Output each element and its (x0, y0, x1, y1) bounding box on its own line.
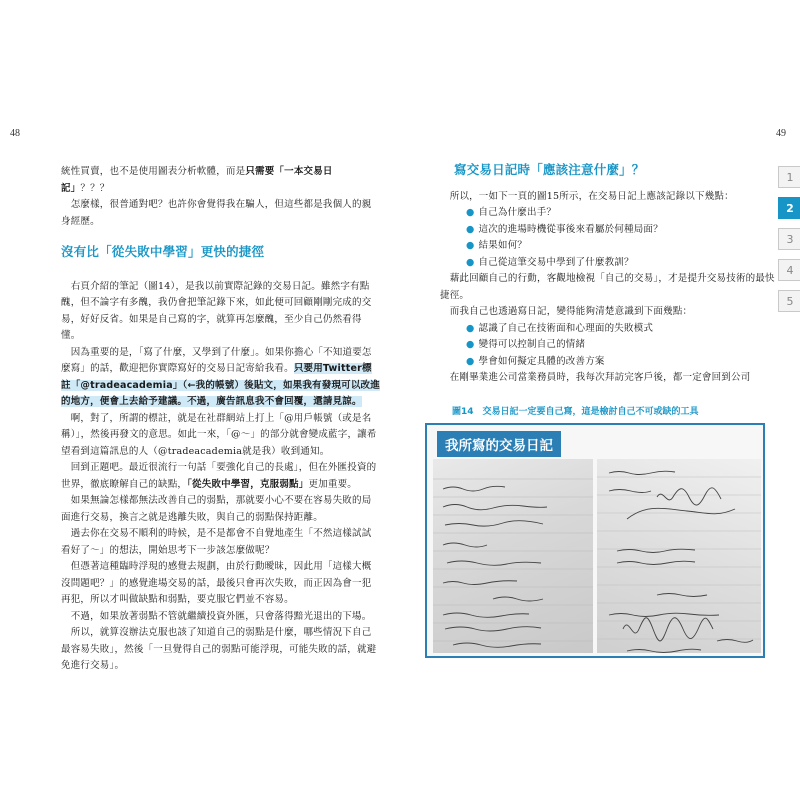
journal-photo-left (433, 459, 593, 653)
right-page-number: 49 (776, 128, 786, 139)
right-intro: 所以，一如下一頁的圖15所示，在交易日記上應該記錄以下幾點： (440, 190, 734, 202)
left-para-1: 右頁介紹的筆記（圖14），是我以前實際記錄的交易日記。雖然字有點醜，但不論字有多醜，我仍會把筆記錄下來，如此便可回顧剛剛完成的交易，好好反省。如果是自己寫的字，就算再怎麼醜，至少自己仍然看得懂。 (61, 280, 372, 341)
list-item: ● 變得可以控制自己的情緒 (466, 339, 586, 350)
list-item: ● 自己從這筆交易中學到了什麼教訓？ (466, 256, 634, 268)
chapter-tab-1[interactable]: 1 (778, 166, 800, 188)
list-item: ● 這次的進場時機從事後來看屬於何種局面？ (466, 223, 663, 235)
left-para-7: 但憑著這種臨時浮現的感覺去規劃，由於行動曖昧，因此用「這樣大概沒問題吧？」的感覺進場交易的話，最後只會再次失敗，而正因為會一犯再犯，所以才叫做缺點和弱點，要克服它們並不容易。 (61, 561, 372, 605)
right-column (440, 162, 778, 387)
left-page-number: 48 (10, 128, 20, 139)
left-intro-line-2: 怎麼樣，很普通對吧？也許你會覺得我在騙人，但這些都是我個人的親身經歷。 (61, 199, 372, 227)
right-section-heading: 寫交易日記時「應該注意什麼」？ (454, 162, 645, 177)
figure-caption: 圖14 交易日記一定要自己寫，這是檢討自己不可或缺的工具 (452, 407, 699, 417)
left-para-3: 啊，對了，所謂的標註，就是在社群網站上打上「@用戶帳號（或是名稱）」，然後再發文的意思。如此一來，「@～」的部分就會變成藍字，讓希望看到這篇訊息的人（@tradeacademia就是我）收到通知。 (61, 412, 377, 457)
left-column (61, 164, 381, 675)
chapter-tab-2[interactable]: 2 (778, 197, 800, 219)
right-middle-2: 而我自己也透過寫日記，變得能夠清楚意識到下面幾點： (440, 306, 693, 317)
chapter-tab-3[interactable]: 3 (778, 228, 800, 250)
left-para-8: 不過，如果放著弱點不管就繼續投資外匯，只會落得黯光退出的下場。 (61, 610, 372, 622)
figure-title: 我所寫的交易日記 (437, 431, 561, 457)
bullet-list-1 (440, 205, 778, 271)
list-item: ● 結果如何？ (466, 240, 528, 251)
chapter-tabs (778, 166, 800, 312)
list-item: ● 自己為什麼出手？ (466, 207, 557, 218)
left-intro-line-1: 統性買賣，也不是使用圖表分析軟體，而是只需要「一本交易日記」？？？ (61, 166, 333, 194)
left-section-heading: 沒有比「從失敗中學習」更快的捷徑 (61, 244, 265, 259)
left-para-9: 所以，就算沒辦法克服也該了知道自己的弱點是什麼，哪些情況下自己最容易失敗」，然後「一旦覺得自己的弱點可能浮現，可能失敗的話，就避免進行交易」。 (61, 627, 377, 671)
left-para-4: 回到正題吧。最近很流行一句話「要強化自己的長處」，但在外匯投資的世界，徹底瞭解自己的缺點，「從失敗中學習，克服弱點」更加重要。 (61, 462, 377, 490)
bullet-list-2 (440, 321, 778, 371)
right-middle: 藉此回顧自己的行動，客觀地檢視「自己的交易」，才是提升交易技術的最快捷徑。 (440, 273, 775, 301)
left-para-2: 因為重要的是，「寫了什麼，又學到了什麼」。如果你擔心「不知道要怎麼寫」的話，歡迎把你實際寫好的交易日記寄給我看。只要用Twitter標註「@tradeacademia」（←我的帳號）後貼文，如果我有發現可以改進的地方，便會上去給予建議。不過，廣告訊息我不會回覆，還請見諒。 (61, 346, 380, 407)
right-closing: 在剛畢業進公司當業務員時，我每次拜訪完客戶後，都一定會回到公司 (440, 372, 751, 383)
left-para-5: 如果無論怎樣都無法改善自己的弱點，那就要小心不要在容易失敗的局面進行交易，換言之就是逃離失敗，與自己的弱點保持距離。 (61, 495, 372, 523)
figure-frame (425, 423, 765, 658)
journal-photo-right (597, 459, 761, 653)
list-item: ● 認識了自己在技術面和心理面的失敗模式 (466, 322, 654, 334)
chapter-tab-4[interactable]: 4 (778, 259, 800, 281)
left-para-6: 過去你在交易不順利的時候，是不是都會不自覺地產生「不然這樣試試看好了～」的想法，開始思考下一步該怎麼做呢？ (61, 528, 372, 556)
chapter-tab-5[interactable]: 5 (778, 290, 800, 312)
list-item: ● 學會如何擬定具體的改善方案 (466, 355, 605, 367)
